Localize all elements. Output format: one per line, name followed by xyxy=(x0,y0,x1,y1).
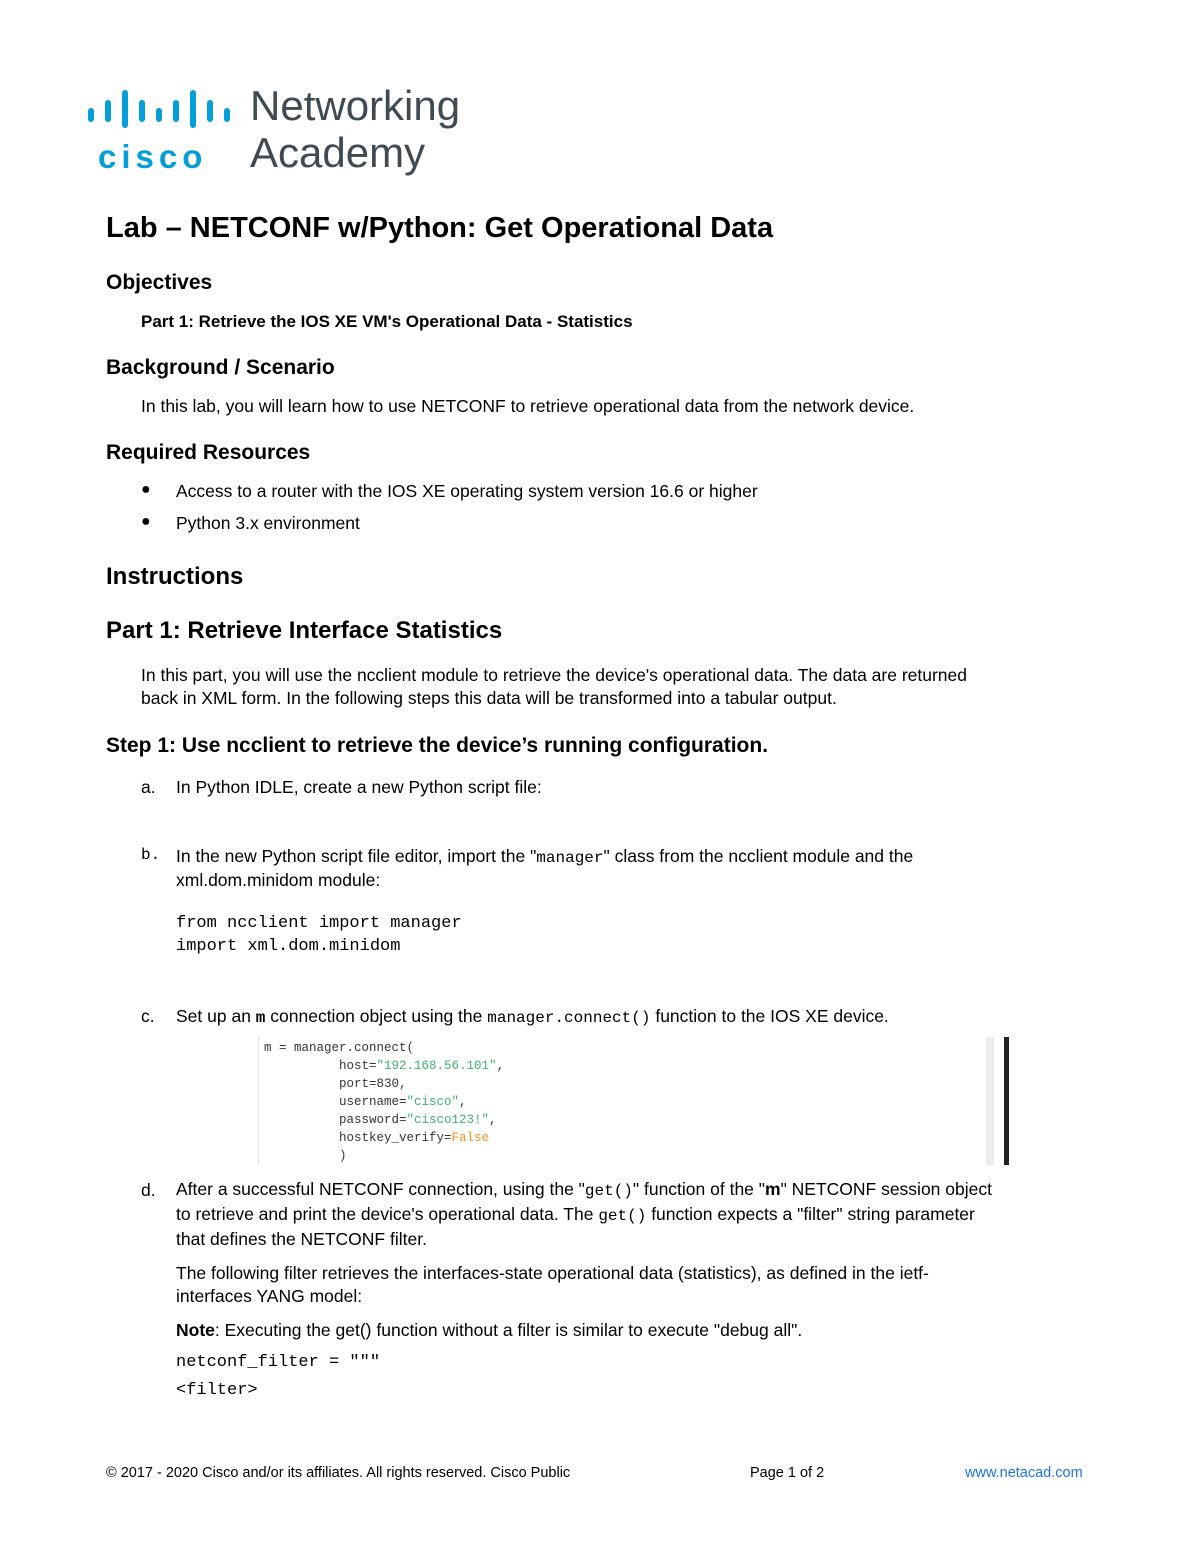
editor-scrollbar xyxy=(1004,1037,1009,1165)
code-filter-line2: <filter> xyxy=(176,1381,258,1400)
bullet-icon: ● xyxy=(141,481,151,498)
item-d-line1: After a successful NETCONF connection, using the "get()" function of the "m" NETCONF session object xyxy=(176,1179,992,1200)
cisco-wordmark: cisco xyxy=(98,138,208,175)
code-import-line2: import xml.dom.minidom xyxy=(176,937,401,956)
bullet-icon: ● xyxy=(141,513,151,530)
item-d-line2: to retrieve and print the device's operational data. The get() function expects a "filter" string parameter xyxy=(176,1204,975,1225)
background-heading: Background / Scenario xyxy=(106,356,335,379)
footer-copyright: © 2017 - 2020 Cisco and/or its affiliates. All rights reserved. Cisco Public xyxy=(106,1465,571,1481)
footer-page-number: Page 1 of 2 xyxy=(750,1465,825,1481)
item-c-text: Set up an m connection object using the manager.connect() function to the IOS XE device. xyxy=(176,1006,889,1027)
resource-item: Python 3.x environment xyxy=(176,513,360,533)
inline-code-connect: manager.connect() xyxy=(487,1009,651,1027)
code-screenshot xyxy=(258,1037,1010,1165)
part1-intro-line1: In this part, you will use the ncclient module to retrieve the device's operational data. The data are returned xyxy=(141,665,967,685)
screenshot-code: m = manager.connect( host="192.168.56.101", port=830, username="cisco", password="cisco123!", hostkey_verify=False ) xyxy=(264,1041,505,1163)
step1-heading: Step 1: Use ncclient to retrieve the device’s running configuration. xyxy=(106,734,769,757)
cisco-bars-icon xyxy=(86,88,236,132)
item-d-letter: d. xyxy=(141,1180,156,1200)
note-text: Note: Executing the get() function without a filter is similar to execute "debug all". xyxy=(176,1320,803,1340)
item-c-letter: c. xyxy=(141,1006,155,1026)
document-title: Lab – NETCONF w/Python: Get Operational Data xyxy=(106,212,774,244)
objective-part1: Part 1: Retrieve the IOS XE VM's Operational Data - Statistics xyxy=(141,312,633,331)
part1-heading: Part 1: Retrieve Interface Statistics xyxy=(106,617,503,644)
part1-intro-line2: back in XML form. In the following steps this data will be transformed into a tabular output. xyxy=(141,688,837,708)
background-text: In this lab, you will learn how to use NETCONF to retrieve operational data from the network device. xyxy=(141,396,915,416)
item-d-para2-line2: interfaces YANG model: xyxy=(176,1286,363,1306)
item-b-letter: b. xyxy=(141,846,161,864)
code-import-line1: from ncclient import manager xyxy=(176,914,462,933)
resource-item: Access to a router with the IOS XE operating system version 16.6 or higher xyxy=(176,481,758,501)
item-d-para2-line1: The following filter retrieves the interfaces-state operational data (statistics), as defined in the ietf- xyxy=(176,1263,929,1283)
resources-heading: Required Resources xyxy=(106,441,311,464)
item-d-line3: that defines the NETCONF filter. xyxy=(176,1229,427,1249)
logo-academy-text: Academy xyxy=(250,129,426,176)
logo-networking-text: Networking xyxy=(250,82,461,129)
item-b-line2: xml.dom.minidom module: xyxy=(176,870,381,890)
cisco-netacad-logo xyxy=(86,82,486,178)
objectives-heading: Objectives xyxy=(106,271,213,294)
inline-code-manager: manager xyxy=(536,849,604,867)
code-filter-line1: netconf_filter = """ xyxy=(176,1353,381,1372)
item-a-text: In Python IDLE, create a new Python script file: xyxy=(176,777,542,797)
instructions-heading: Instructions xyxy=(106,563,244,590)
item-b-line1: In the new Python script file editor, import the "manager" class from the ncclient module and the xyxy=(176,846,914,867)
footer-link[interactable]: www.netacad.com xyxy=(965,1465,1083,1481)
item-a-letter: a. xyxy=(141,777,156,797)
